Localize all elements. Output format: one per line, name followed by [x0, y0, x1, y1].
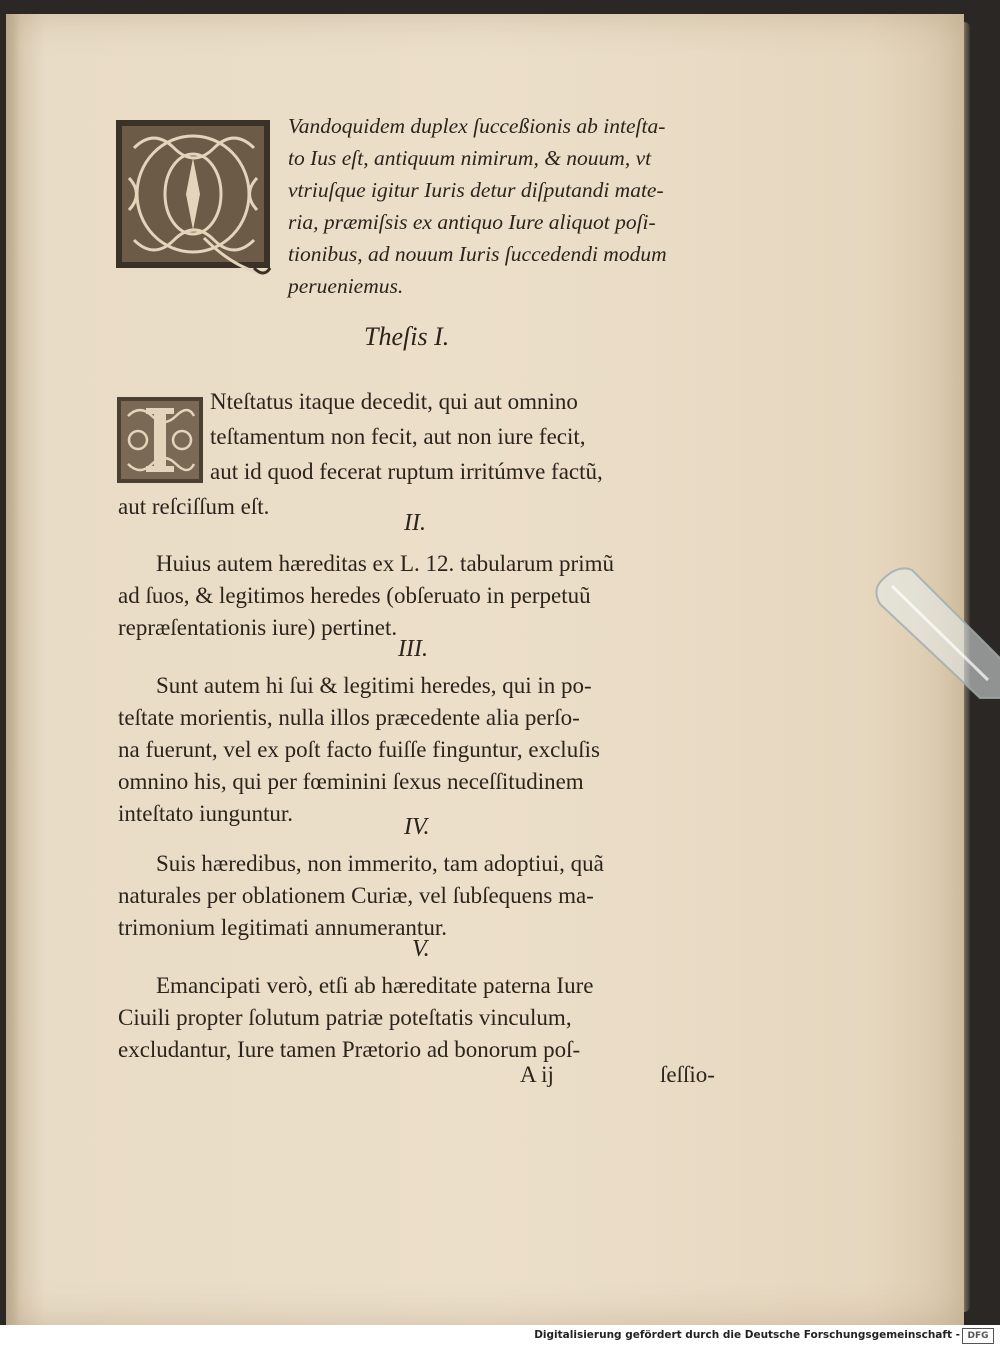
- footer-bar: [0, 1325, 1000, 1346]
- funding-credit: Digitalisierung gefördert durch die Deutsche Forschungsgemeinschaft -: [534, 1329, 960, 1341]
- thesis-5-line: Emancipati verò, etſi ab hæreditate paterna Iure: [156, 973, 594, 998]
- thesis-1-line: Nteſtatus itaque decedit, qui aut omnino: [210, 389, 578, 414]
- dfg-logo: DFG: [962, 1328, 994, 1344]
- thesis-2-line: Huius autem hæreditas ex L. 12. tabularum primũ: [156, 551, 614, 576]
- signature-mark: A ij: [520, 1062, 554, 1087]
- thesis-2-paragraph: [118, 548, 614, 644]
- thesis-1-line: aut id quod fecerat ruptum irritúmve factũ,: [210, 459, 603, 484]
- thesis-1-paragraph: [118, 384, 603, 524]
- thesis-1-line: aut reſciſſum eſt.: [118, 494, 270, 519]
- thesis-3-line: inteſtato iunguntur.: [118, 801, 294, 826]
- thesis-heading: Theſis I.: [364, 322, 450, 351]
- thesis-5-line: Ciuili propter ſolutum patriæ poteſtatis vinculum,: [118, 1005, 572, 1030]
- intro-line: tionibus, ad nouum Iuris ſuccedendi modum: [288, 242, 667, 266]
- thesis-4-paragraph: [118, 848, 604, 944]
- intro-line: perueniemus.: [288, 274, 404, 298]
- page-gutter: [6, 14, 20, 1325]
- catchword: ſeſſio-: [660, 1062, 715, 1087]
- intro-line: ria, præmiſsis ex antiquo Iure aliquot poſi-: [288, 210, 656, 234]
- thesis-5-paragraph: [118, 970, 593, 1066]
- intro-line: vtriuſque igitur Iuris detur diſputandi mate-: [288, 178, 664, 202]
- thesis-1-line: teſtamentum non fecit, aut non iure fecit,: [210, 424, 586, 449]
- thesis-numeral-4: IV.: [404, 814, 430, 840]
- thesis-numeral-3: III.: [398, 636, 428, 662]
- thesis-5-line: excludantur, Iure tamen Prætorio ad bonorum poſ-: [118, 1037, 581, 1062]
- thesis-3-line: omnino his, qui per fœminini ſexus neceſſitudinem: [118, 769, 584, 794]
- thesis-3-line: na fuerunt, vel ex poſt facto fuiſſe finguntur, excluſis: [118, 737, 600, 762]
- thesis-3-paragraph: [118, 670, 600, 830]
- intro-paragraph: [288, 110, 667, 302]
- intro-line: to Ius eſt, antiquum nimirum, & nouum, vt: [288, 146, 652, 170]
- thesis-4-line: Suis hæredibus, non immerito, tam adoptiui, quã: [156, 851, 604, 876]
- intro-line: Vandoquidem duplex ſucceßionis ab inteſta-: [288, 114, 666, 138]
- decorated-initial-q: [114, 118, 272, 280]
- thesis-2-line: repræſentationis iure) pertinet.: [118, 615, 398, 640]
- thesis-numeral-5: V.: [412, 936, 430, 962]
- thesis-4-line: trimonium legitimati annumerantur.: [118, 915, 447, 940]
- thesis-3-line: teſtate morientis, nulla illos præcedente alia perſo-: [118, 705, 580, 730]
- thesis-3-line: Sunt autem hi ſui & legitimi heredes, qui in po-: [156, 673, 592, 698]
- thesis-4-line: naturales per oblationem Curiæ, vel ſubſequens ma-: [118, 883, 594, 908]
- thesis-2-line: ad ſuos, & legitimos heredes (obſeruato in perpetuũ: [118, 583, 591, 608]
- thesis-numeral-2: II.: [404, 510, 426, 536]
- book-clip: [862, 560, 1000, 700]
